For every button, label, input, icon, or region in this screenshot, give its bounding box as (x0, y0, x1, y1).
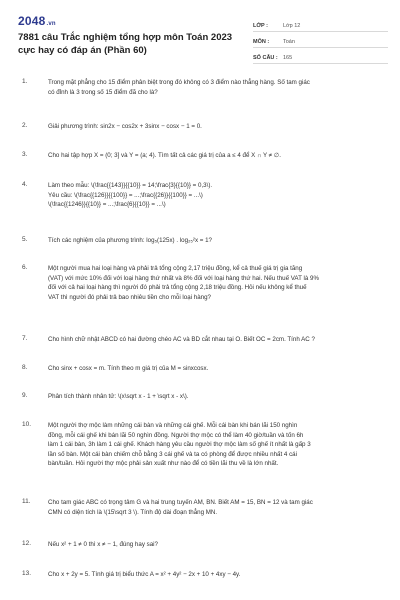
question-line: \(\frac{{1246}}{{10}} = ...;\frac{6}{{10}} = ...\) (48, 201, 166, 209)
question-text (40, 540, 388, 550)
meta-value: 165 (283, 55, 293, 61)
question-line: Cho sinx + cosx = m. Tính theo m giá trị của M = sinxcosx. (48, 365, 209, 372)
meta-row-class (253, 16, 388, 32)
question-line: VAT thì người đó phải trả bao nhiêu tiền cho mỗi loại hàng? (48, 293, 211, 301)
question-line: có đỉnh là 3 trong số 15 điểm đã cho là? (48, 88, 158, 96)
question-line: Tích các nghiệm của phương trình: log₅(125x) . log₂₅²x = 1? (48, 237, 212, 244)
question-line: Cho hai tập hợp X = (0; 3] và Y = (a; 4). Tìm tất cả các giá trị của a ≤ 4 để X ∩ Y ≠ ∅. (48, 152, 282, 159)
question-line: làm 1 cái bàn, 3h làm 1 cái ghế. Khách hàng yêu cầu người thợ mộc làm số ghế ít nhất là gấp 3 (48, 441, 311, 449)
question-line: Một người thợ mộc làm những cái bàn và những cái ghế. Mỗi cái bàn khi bán lãi 150 nghìn (48, 422, 298, 429)
question-line: Phân tích thành nhân tử: \(x\sqrt x - 1 + \sqrt x - x\). (48, 393, 189, 400)
question-item (18, 236, 388, 246)
meta-label: LỚP : (253, 23, 268, 29)
question-text (40, 364, 388, 374)
question-text (40, 122, 388, 132)
question-item (18, 78, 388, 97)
question-item (18, 570, 388, 580)
question-line: Cho hình chữ nhật ABCD có hai đường chéo AC và BD cắt nhau tại O. Biết OC = 2cm. Tính AC ? (48, 336, 315, 343)
question-text (40, 264, 388, 302)
question-item (18, 498, 388, 517)
question-item (18, 264, 388, 302)
question-line: Làm theo mẫu: \(\frac{{143}}{{10}} = 14;\frac{3}{{10}} = 0,3\). (48, 182, 213, 189)
question-number: 6. (22, 264, 28, 271)
meta-value: Toán (283, 39, 295, 45)
question-text (40, 570, 388, 580)
question-line: Một người mua hai loại hàng và phải trả tổng cộng 2,17 triệu đồng, kể cả thuế giá trị gia tăng (48, 265, 303, 272)
question-line: bàn/tuần. Hỏi người thợ mộc phải sản xuất như nào để có tiền lãi thu về là lớn nhất. (48, 460, 279, 468)
question-text (40, 236, 388, 246)
question-line: Cho tam giác ABC có trọng tâm G và hai trung tuyến AM, BN. Biết AM = 15, BN = 12 và tam giác (48, 499, 313, 506)
question-number: 11. (22, 498, 31, 505)
question-line: đồng, mỗi cái ghế khi bán lãi 50 nghìn đồng. Người thợ mộc có thể làm 40 giờ/tuần và tốn 6h (48, 431, 304, 439)
question-text (40, 78, 388, 97)
question-text (40, 498, 388, 517)
question-text (40, 421, 388, 469)
meta-label: SỐ CÂU : (253, 55, 278, 61)
question-item (18, 122, 388, 132)
site-logo[interactable] (18, 14, 56, 28)
logo-main: 2048 (18, 14, 46, 28)
question-item (18, 392, 388, 402)
question-number: 10. (22, 421, 32, 428)
question-number: 7. (22, 335, 28, 342)
question-number: 1. (22, 78, 28, 85)
question-line: Yêu cầu: \(\frac{{126}}{{100}} = ...;\frac{{26}}{{100}} = ...\) (48, 191, 203, 199)
question-line: Trong mặt phẳng cho 15 điểm phân biệt trong đó không có 3 điểm nào thẳng hàng. Số tam giác (48, 79, 310, 86)
meta-row-subject (253, 32, 388, 48)
question-item (18, 421, 388, 469)
meta-info (253, 16, 388, 64)
question-number: 5. (22, 236, 28, 243)
question-number: 12. (22, 540, 32, 547)
question-number: 8. (22, 364, 28, 371)
meta-value: Lớp 12 (283, 23, 301, 29)
question-item (18, 181, 388, 210)
question-text (40, 392, 388, 402)
question-item (18, 151, 388, 161)
meta-row-count (253, 48, 388, 64)
question-line: Cho x + 2y = 5. Tính giá trị biểu thức A = x² + 4y² − 2x + 10 + 4xy − 4y. (48, 571, 241, 578)
question-line: lần số bàn. Một cái bàn chiếm chỗ bằng 3 cái ghế và ta có phòng để được nhiều nhất 4 cái (48, 450, 297, 458)
question-line: CMN có diện tích là \(15\sqrt 3 \). Tính độ dài đoạn thẳng MN. (48, 508, 218, 516)
question-number: 2. (22, 122, 28, 129)
question-number: 3. (22, 151, 28, 158)
question-line: (VAT) với mức 10% đối với loại hàng thứ nhất và 8% đối với loại hàng thứ hai. Nếu thuế VAT là 9% (48, 274, 319, 282)
question-number: 13. (22, 570, 32, 577)
document-title: 7881 câu Trắc nghiệm tổng hợp môn Toán 2023 cực hay có đáp án (Phần 60) (18, 32, 233, 56)
question-item (18, 335, 388, 345)
question-item (18, 540, 388, 550)
logo-tld: .vn (46, 21, 56, 27)
question-number: 9. (22, 392, 28, 399)
question-text (40, 181, 388, 210)
meta-label: MÔN : (253, 39, 270, 45)
question-item (18, 364, 388, 374)
question-line: đối với cả hai loại hàng thì người đó phải trả tổng cộng 2,18 triệu đồng. Hỏi nếu không kể thuế (48, 284, 307, 292)
question-line: Nếu x² + 1 ≠ 0 thì x ≠ − 1, đúng hay sai? (48, 541, 158, 548)
question-text (40, 151, 388, 161)
question-text (40, 335, 388, 345)
question-number: 4. (22, 181, 28, 188)
question-line: Giải phương trình: sin2x − cos2x + 3sinx − cosx − 1 = 0. (48, 123, 202, 130)
